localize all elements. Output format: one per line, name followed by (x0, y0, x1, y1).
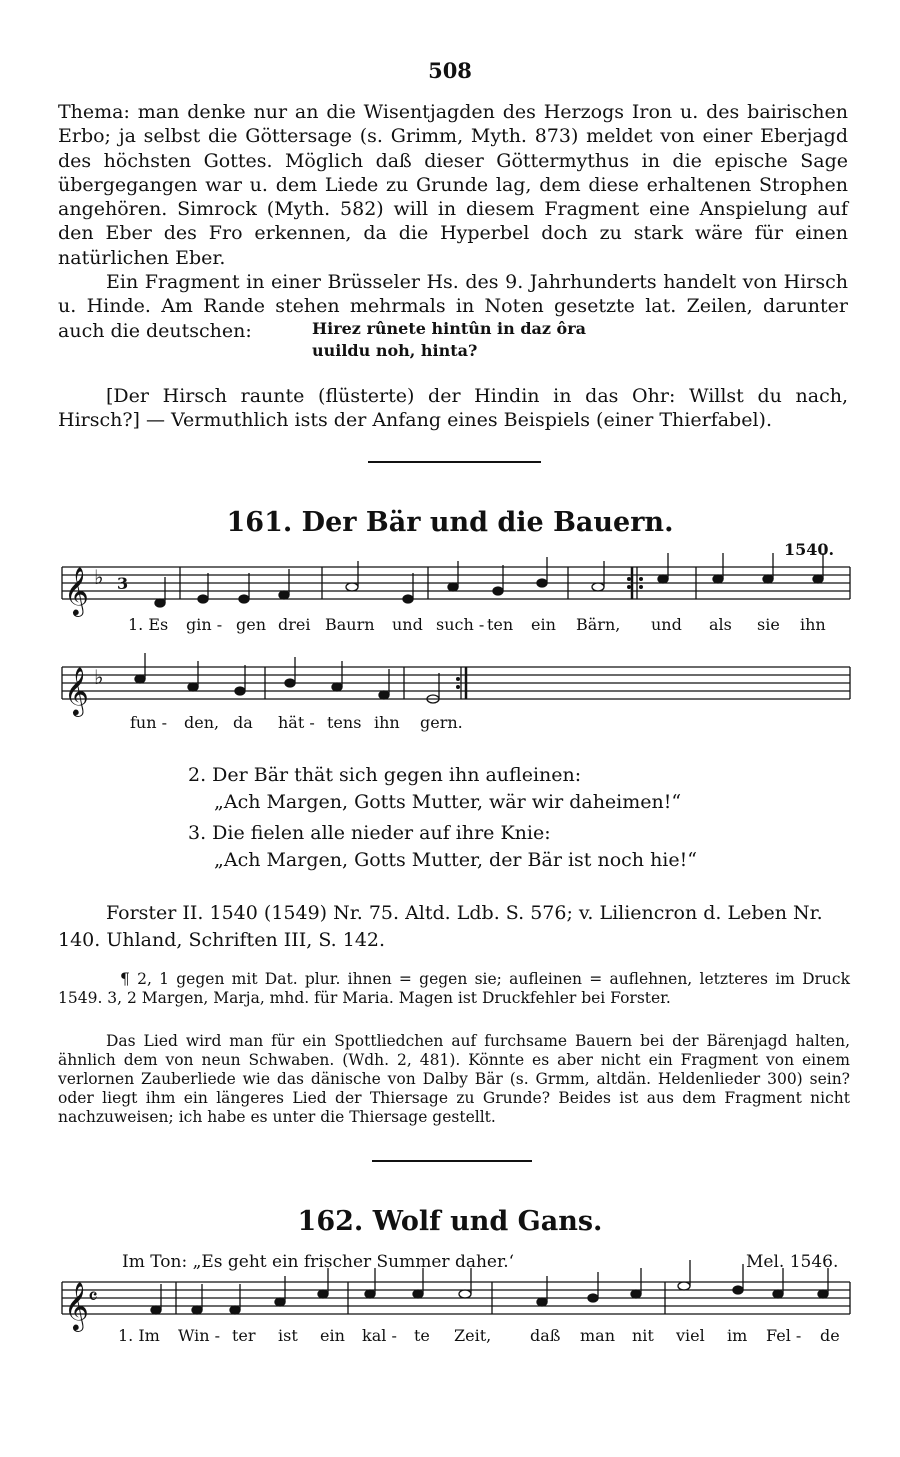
song-161-lyrics-1: 1. Es gin - gen drei Baurn und such - ten ein Bärn, und als sie ihn (128, 615, 826, 634)
flat-sign-icon: ♭ (94, 665, 104, 689)
paragraph-fragment: Ein Fragment in einer Brüsseler Hs. des 9. Jahrhunderts handelt von Hirsch u. Hinde. Am Rande stehen mehrmals in Noten gesetzte lat. Zeilen, darunter auch die deutschen: (58, 271, 848, 342)
section-divider (372, 1160, 532, 1162)
song-161-title: 161. Der Bär und die Bauern. (226, 507, 674, 538)
latin-line: Hirez rûnete hintûn in daz ôra (312, 319, 587, 338)
song-162-title: 162. Wolf und Gans. (297, 1206, 603, 1237)
song-161-notes: ¶ 2, 1 gegen mit Dat. plur. ihnen = gegen sie; aufleinen = auflehnen, letzteres im Druck 1549. 3, 2 Margen, Marja, mhd. für Maria. Magen ist Druckfehler bei Forster. (58, 970, 850, 1007)
latin-line: uuildu noh, hinta? (312, 341, 478, 360)
song-161-verse-2: 2. Der Bär thät sich gegen ihn aufleinen: „Ach Margen, Gotts Mutter, wär wir daheimen!“ (188, 764, 682, 813)
song-161-commentary: Das Lied wird man für ein Spottliedchen auf furchsame Bauern bei der Bärenjagd halten, ähnlich dem von neun Schwaben. (Wdh. 2, 481). Könnte es aber nicht ein Fragment von einem verlornen Zauberliede wie das dänische von Dalby Bär (s. Grmm, altdän. Heldenlieder 300) sein? oder liegt ihm ein längeres Lied der Thiersage zu Grunde? Beides ist aus dem Fragment nicht nachzuweisen; ich habe es unter die Thiersage gestellt. (58, 1032, 850, 1126)
song-162-lyrics-1: 1. Im Win - ter ist ein kal - te Zeit, daß man nit viel im Fel - de (118, 1326, 840, 1345)
song-161-verse-3: 3. Die fielen alle nieder auf ihre Knie: „Ach Margen, Gotts Mutter, der Bär ist noch hie!“ (188, 822, 697, 871)
time-signature: 3 (117, 574, 129, 593)
song-162-melody-date: Mel. 1546. (746, 1252, 839, 1272)
song-161-year: 1540. (784, 540, 835, 559)
staff-161-1 (62, 567, 850, 599)
treble-clef-icon: 𝄞 (64, 566, 89, 615)
translation-text: [Der Hirsch raunte (flüsterte) der Hindin in das Ohr: Willst du nach, Hirsch?] — Vermuthlich ists der Anfang eines Beispiels (einer Thierfabel). (58, 385, 848, 432)
treble-clef-icon: 𝄞 (64, 666, 89, 715)
paragraph-thema: Thema: man denke nur an die Wisentjagden des Herzogs Iron u. des bairischen Erbo; ja selbst die Göttersage (s. Grimm, Myth. 873) meldet von einer Eberjagd des höchsten Gottes. Möglich daß dieser Göttermythus in die epische Sage übergegangen war u. dem Liede zu Grunde lag, dem diese erhaltenen Strophen angehören. Simrock (Myth. 582) will in diesem Fragment eine Anspielung auf den Eber des Fro erkennen, da die Hyperbel doch zu stark wäre für einen natürlichen Eber. (58, 101, 848, 269)
staff-162-1 (62, 1282, 850, 1314)
page-number: 508 (428, 58, 472, 83)
notes-161-2 (135, 653, 439, 703)
song-162-tune-reference: Im Ton: „Es geht ein frischer Summer daher.‘ (122, 1252, 515, 1272)
flat-sign-icon: ♭ (94, 565, 104, 589)
staff-161-2 (62, 667, 850, 699)
song-161-sources: Forster II. 1540 (1549) Nr. 75. Altd. Ldb. S. 576; v. Liliencron d. Leben Nr. 140. Uhland, Schriften III, S. 142. (58, 902, 823, 951)
treble-clef-icon: 𝄞 (64, 1281, 89, 1330)
song-161-lyrics-2: fun - den, da hät - tens ihn gern. (130, 713, 463, 732)
common-time-icon: 𝄴 (88, 1285, 98, 1310)
